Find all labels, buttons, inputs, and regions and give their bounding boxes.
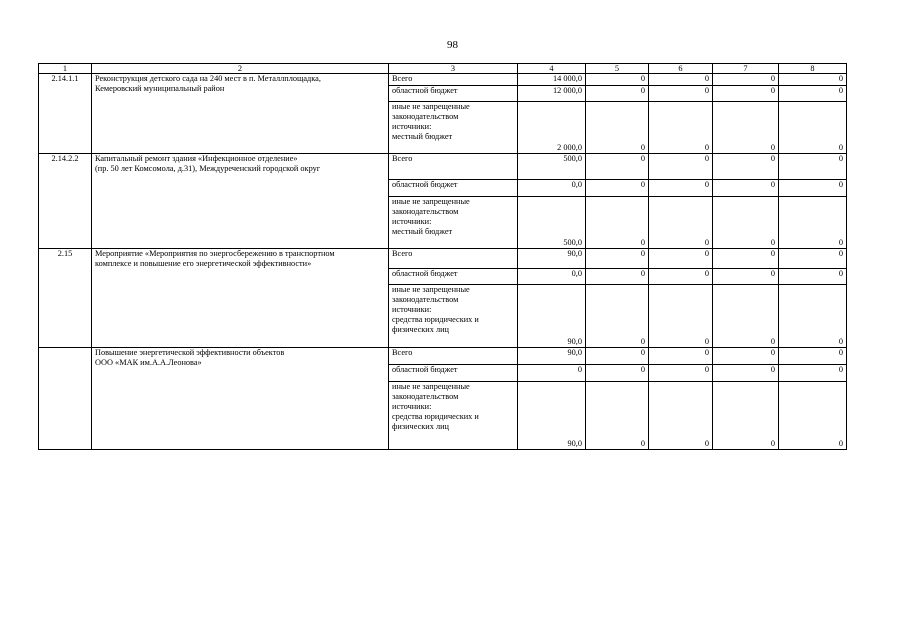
funding-source [389,102,518,154]
amount-cell: 0 [649,102,713,154]
funding-source-line: иные не запрещенные [392,285,470,294]
amount-cell: 0 [779,154,847,180]
funding-source-line: законодательством [392,295,459,304]
table-row [39,154,847,180]
amount-cell: 0 [586,285,649,348]
amount-cell: 0 [713,74,779,86]
amount-cell: 90,0 [518,285,586,348]
amount-cell: 14 000,0 [518,74,586,86]
item-code: 2.14.2.2 [39,154,92,249]
amount-cell: 0 [649,154,713,180]
funding-source-line: источники: [392,402,432,411]
funding-source-line: законодательством [392,112,459,121]
item-code [39,348,92,450]
amount-cell: 0 [713,348,779,365]
amount-cell: 0 [586,154,649,180]
amount-cell: 0 [518,365,586,382]
amount-cell: 0 [649,285,713,348]
amount-cell: 0 [713,269,779,285]
item-code: 2.15 [39,249,92,348]
item-name [92,348,389,450]
amount-cell: 0,0 [518,180,586,197]
amount-cell: 0 [713,86,779,102]
amount-cell: 0 [713,382,779,450]
amount-cell: 0 [779,180,847,197]
amount-cell: 0 [779,102,847,154]
column-number: 4 [518,64,586,74]
column-number: 7 [713,64,779,74]
amount-cell: 0 [713,285,779,348]
amount-cell: 0 [779,382,847,450]
table-body [39,64,847,450]
amount-cell: 0 [586,197,649,249]
amount-cell: 0 [779,249,847,269]
amount-cell: 0 [649,382,713,450]
column-number: 3 [389,64,518,74]
amount-cell: 0 [779,269,847,285]
funding-source [389,285,518,348]
amount-cell: 90,0 [518,249,586,269]
item-name-line: ООО «МАК им.А.А.Леонова» [95,358,202,367]
funding-source-line: источники: [392,217,432,226]
amount-cell: 0 [586,269,649,285]
item-code: 2.14.1.1 [39,74,92,154]
column-number: 2 [92,64,389,74]
amount-cell: 0 [649,197,713,249]
funding-source-line: местный бюджет [392,227,453,236]
funding-source-line: законодательством [392,207,459,216]
amount-cell: 0 [779,348,847,365]
amount-cell: 0 [713,197,779,249]
amount-cell: 0 [586,102,649,154]
amount-cell: 2 000,0 [518,102,586,154]
column-number: 5 [586,64,649,74]
column-number: 8 [779,64,847,74]
amount-cell: 0 [586,180,649,197]
amount-cell: 90,0 [518,348,586,365]
page-number: 98 [447,39,458,51]
item-name-line: Реконструкция детского сада на 240 мест в п. Металлплощадка, [95,74,321,83]
amount-cell: 500,0 [518,154,586,180]
funding-source-line: областной бюджет [392,365,458,374]
column-number: 1 [39,64,92,74]
funding-source-line: областной бюджет [392,86,458,95]
amount-cell: 0 [586,382,649,450]
amount-cell: 0 [649,86,713,102]
amount-cell: 90,0 [518,382,586,450]
amount-cell: 0 [586,74,649,86]
funding-source-line: источники: [392,305,432,314]
item-name-line: Капитальный ремонт здания «Инфекционное отделение» [95,154,298,163]
funding-source-line: иные не запрещенные [392,102,470,111]
amount-cell: 0,0 [518,269,586,285]
amount-cell: 0 [649,365,713,382]
table-row [39,74,847,86]
funding-source-line: Всего [392,74,413,83]
amount-cell: 0 [713,154,779,180]
funding-source [389,382,518,450]
amount-cell: 0 [779,285,847,348]
item-name-line: (пр. 50 лет Комсомола, д.31), Междуреченский городской округ [95,164,321,173]
funding-source [389,86,518,102]
funding-source [389,348,518,365]
funding-source [389,154,518,180]
amount-cell: 500,0 [518,197,586,249]
funding-source [389,197,518,249]
funding-source-line: местный бюджет [392,132,453,141]
funding-source-line: областной бюджет [392,180,458,189]
amount-cell: 0 [649,249,713,269]
funding-source-line: Всего [392,249,413,258]
funding-source [389,365,518,382]
funding-source [389,74,518,86]
funding-source [389,269,518,285]
funding-source [389,249,518,269]
item-name [92,249,389,348]
amount-cell: 0 [779,197,847,249]
amount-cell: 0 [649,180,713,197]
funding-source [389,180,518,197]
item-name [92,154,389,249]
table-row [39,249,847,269]
amount-cell: 0 [649,74,713,86]
funding-source-line: средства юридических и [392,315,479,324]
funding-source-line: иные не запрещенные [392,382,470,391]
amount-cell: 0 [649,269,713,285]
amount-cell: 0 [779,74,847,86]
funding-source-line: иные не запрещенные [392,197,470,206]
funding-source-line: физических лиц [392,325,449,334]
funding-source-line: источники: [392,122,432,131]
item-name-line: Мероприятие «Мероприятия по энергосбережению в транспортном [95,249,335,258]
amount-cell: 0 [586,86,649,102]
amount-cell: 0 [779,365,847,382]
column-number-row [39,64,847,74]
amount-cell: 0 [586,348,649,365]
column-number: 6 [649,64,713,74]
funding-source-line: областной бюджет [392,269,458,278]
funding-source-line: физических лиц [392,422,449,431]
amount-cell: 0 [713,365,779,382]
funding-source-line: Всего [392,154,413,163]
amount-cell: 0 [586,365,649,382]
item-name-line: комплексе и повышение его энергетической эффективности» [95,259,312,268]
amount-cell: 0 [713,102,779,154]
funding-source-line: средства юридических и [392,412,479,421]
funding-source-line: Всего [392,348,413,357]
amount-cell: 0 [713,180,779,197]
amount-cell: 0 [586,249,649,269]
funding-source-line: законодательством [392,392,459,401]
amount-cell: 0 [713,249,779,269]
item-name-line: Повышение энергетической эффективности объектов [95,348,285,357]
budget-table [38,63,847,450]
item-name-line: Кемеровский муниципальный район [95,84,225,93]
item-name [92,74,389,154]
table-row [39,348,847,365]
amount-cell: 12 000,0 [518,86,586,102]
amount-cell: 0 [649,348,713,365]
amount-cell: 0 [779,86,847,102]
